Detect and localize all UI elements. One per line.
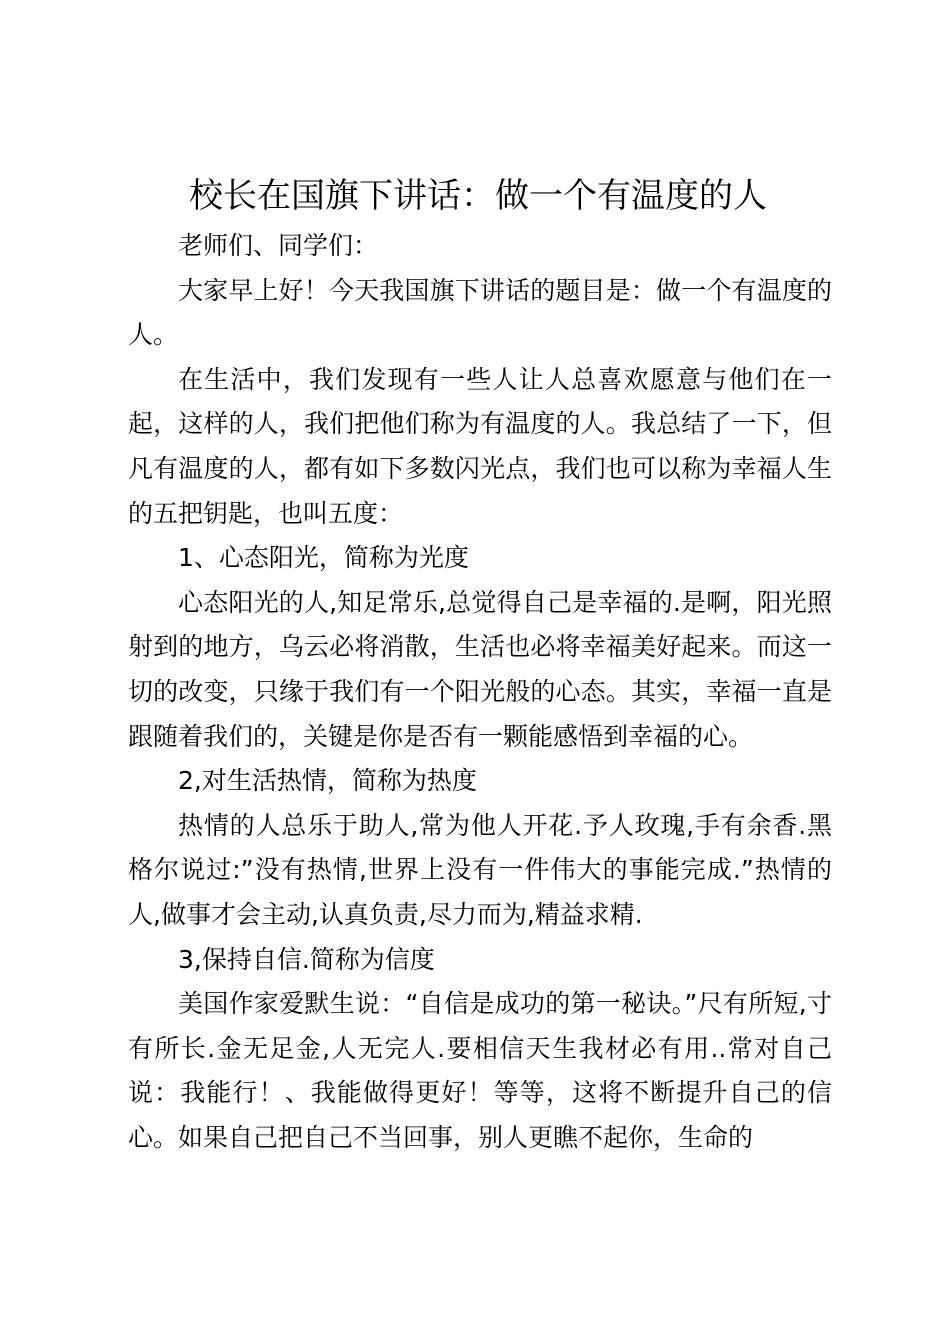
paragraph-section-2: 热情的人总乐于助人,常为他人开花.予人玫瑰,手有余香.黑格尔说过:”没有热情,世界上没有一件伟大的事能完成.”热情的人,做事才会主动,认真负责,尽力而为,精益求精.: [128, 810, 832, 929]
section-heading-1: 1、心态阳光，简称为光度: [178, 543, 469, 573]
paragraph-intro: 在生活中，我们发现有一些人让人总喜欢愿意与他们在一起，这样的人，我们把他们称为有温度的人。我总结了一下，但凡有温度的人，都有如下多数闪光点，我们也可以称为幸福人生的五把钥匙，也叫五度：: [128, 364, 832, 528]
paragraph-greeting: 大家早上好！今天我国旗下讲话的题目是：做一个有温度的人。: [128, 275, 832, 350]
section-heading-2: 2,对生活热情，简称为热度: [178, 766, 477, 796]
paragraph-section-1: 心态阳光的人,知足常乐,总觉得自己是幸福的.是啊，阳光照射到的地方，乌云必将消散，生活也必将幸福美好起来。而这一切的改变，只缘于我们有一个阳光般的心态。其实，幸福一直是跟随着我们的，关键是你是否有一颗能感悟到幸福的心。: [128, 587, 832, 751]
document-title: 校长在国旗下讲话：做一个有温度的人: [189, 176, 767, 216]
salutation: 老师们、同学们：: [178, 231, 379, 260]
document-body: [128, 224, 832, 1160]
paragraph-section-3: 美国作家爱默生说：“自信是成功的第一秘诀。”尺有所短,寸有所长.金无足金,人无完人.要相信天生我材必有用..常对自己说：我能行！、我能做得更好！等等，这将不断提升自己的信心。如果自己把自己不当回事，别人更瞧不起你，生命的: [128, 989, 832, 1152]
section-heading-3: 3,保持自信.简称为信度: [178, 944, 435, 974]
